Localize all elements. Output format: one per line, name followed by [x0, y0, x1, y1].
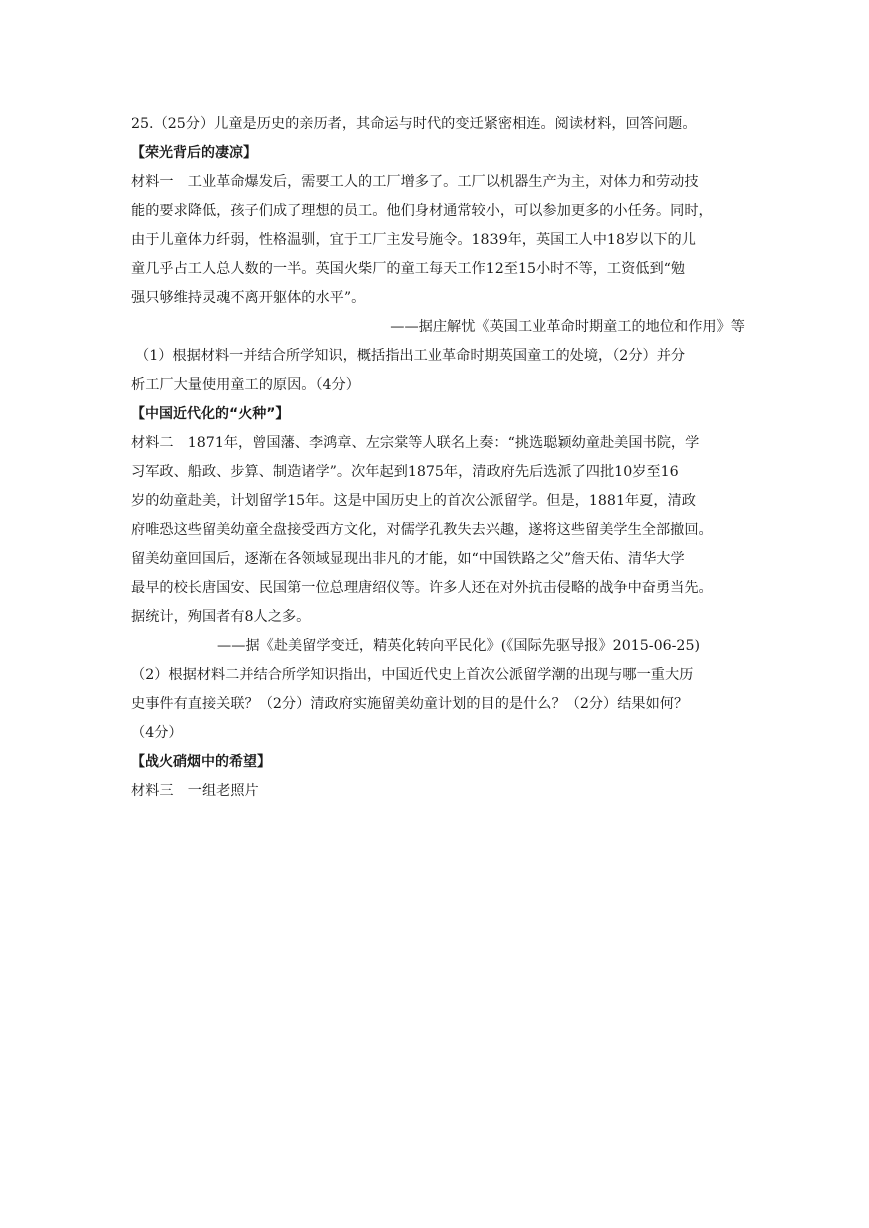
section2-material-line: 材料二 1871年，曾国藩、李鸿章、左宗棠等人联名上奏：“挑选聪颖幼童赴美国书院，学	[131, 435, 700, 451]
section2-material-line: 据统计，殉国者有8人之多。	[131, 609, 311, 625]
section1-material-line: 童几乎占工人总人数的一半。英国火柴厂的童工每天工作12至15小时不等，工资低到“勉	[131, 261, 686, 277]
section3-material-line: 材料三 一组老照片	[131, 783, 259, 799]
section1-material-line: 能的要求降低，孩子们成了理想的员工。他们身材通常较小，可以参加更多的小任务。同时，	[131, 203, 713, 219]
section2-material-line: 最早的校长唐国安、民国第一位总理唐绍仪等。许多人还在对外抗击侵略的战争中奋勇当先。	[131, 580, 713, 596]
section2-material-line: 岁的幼童赴美，计划留学15年。这是中国历史上的首次公派留学。但是，1881年夏，清政	[131, 493, 696, 509]
section2-question-line: （4分）	[131, 725, 183, 741]
section2-material-line: 习军政、船政、步算、制造诸学”。次年起到1875年，清政府先后选派了四批10岁至16	[131, 464, 679, 480]
section1-question-line: 析工厂大量使用童工的原因。（4分）	[131, 377, 360, 393]
section1-material-line: 材料一 工业革命爆发后，需要工人的工厂增多了。工厂以机器生产为主，对体力和劳动技	[131, 174, 699, 190]
section1-question-line: （1）根据材料一并结合所学知识，概括指出工业革命时期英国童工的处境，（2分）并分	[135, 348, 686, 364]
section2-source: ——据《赴美留学变迁，精英化转向平民化》(《国际先驱导报》2015-06-25)	[217, 638, 701, 654]
exam-page	[131, 110, 745, 806]
section2-material-line: 府唯恐这些留美幼童全盘接受西方文化，对儒学孔教失去兴趣，遂将这些留美学生全部撤回。	[131, 522, 713, 538]
section1-material-line: 强只够维持灵魂不离开躯体的水平”。	[131, 290, 366, 306]
section2-material-line: 留美幼童回国后，逐渐在各领域显现出非凡的才能，如“中国铁路之父”詹天佑、清华大学	[131, 551, 685, 567]
section1-source: ——据庄解忧《英国工业革命时期童工的地位和作用》等	[390, 319, 745, 335]
section3-heading: 【战火硝烟中的希望】	[131, 754, 271, 770]
section2-question-line: （2）根据材料二并结合所学知识指出，中国近代史上首次公派留学潮的出现与哪一重大历	[131, 667, 694, 683]
section2-question-line: 史事件有直接关联？（2分）清政府实施留美幼童计划的目的是什么？（2分）结果如何？	[131, 696, 689, 712]
question-intro: 25.（25分）儿童是历史的亲历者，其命运与时代的变迁紧密相连。阅读材料，回答问题。	[131, 116, 697, 132]
section1-heading: 【荣光背后的凄凉】	[131, 145, 257, 161]
section1-material-line: 由于儿童体力纤弱，性格温驯，宜于工厂主发号施令。1839年，英国工人中18岁以下的儿	[131, 232, 696, 248]
section2-heading: 【中国近代化的“火种”】	[131, 406, 290, 422]
